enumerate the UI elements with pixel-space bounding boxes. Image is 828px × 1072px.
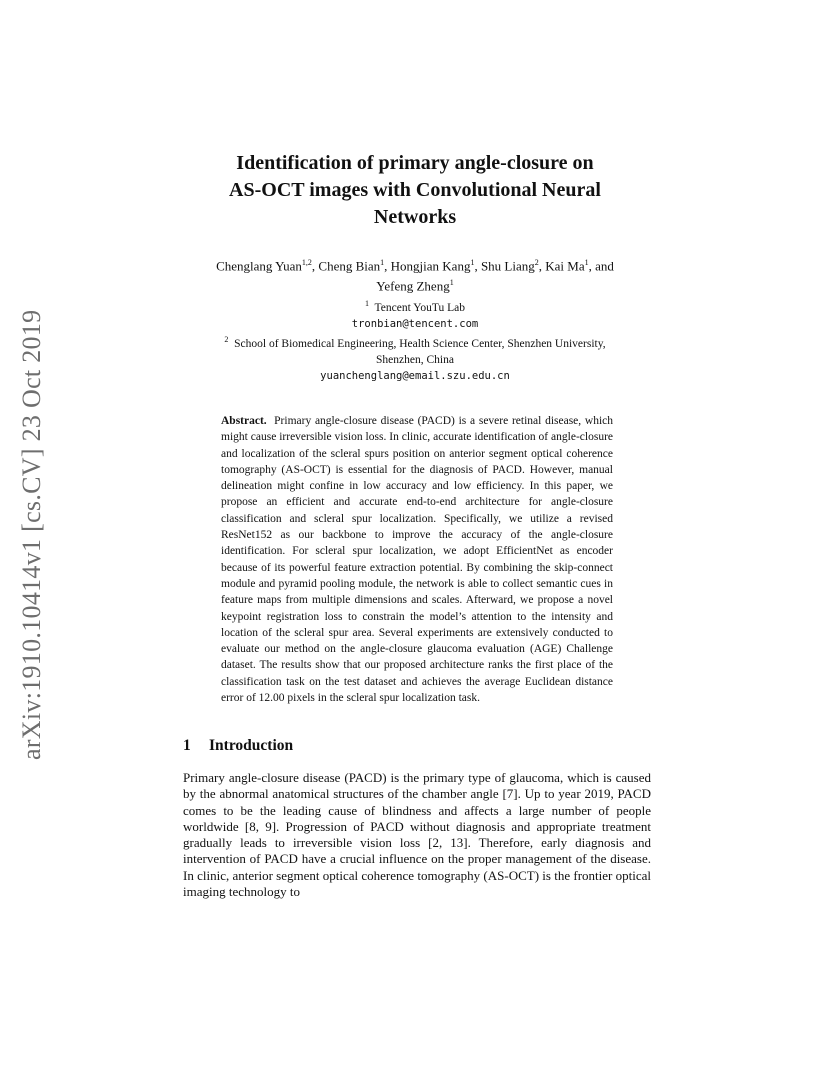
section-title: Introduction (209, 737, 294, 754)
affil-location: Shenzhen, China (376, 353, 454, 366)
abstract-label: Abstract. (221, 415, 267, 427)
arxiv-identifier: arXiv:1910.10414v1 [cs.CV] 23 Oct 2019 (17, 309, 46, 760)
abstract-text: Primary angle-closure disease (PACD) is a severe retinal disease, which might cause irreversible vision loss. In clinic, accurate identification of angle-closure and localization of the scleral spurs position on anterior segment optical coherence tomography (AS-OCT) is essential for the diagnosis of PACD. However, manual delineation might confine in low accuracy and low efficiency. In this paper, we propose an efficient and accurate end-to-end architecture for angle-closure classification and scleral spur localization. Specifically, we utilize a revised ResNet152 as our backbone to improve the accuracy of the angle-closure identification. For scleral spur localization, we adopt EfficientNet as encoder because of its powerful feature extraction potential. By combining the skip-connect module and pyramid pooling module, the network is able to collect semantic cues in feature maps from multiple dimensions and scales. Afterward, we propose a novel keypoint registration loss to constrain the model’s attention to the intensity and location of the scleral spur area. Several experiments are extensively conducted to evaluate our method on the angle-closure glaucoma evaluation (AGE) Challenge dataset. The results show that our proposed architecture ranks the first place of the classification task on the test dataset and achieves the average Euclidean distance error of 12.00 pixels in the scleral spur localization task. (221, 415, 613, 705)
affil-sup: 1 (364, 299, 369, 308)
author-name: Yefeng Zheng (376, 278, 450, 294)
author-affil-sup: 1,2 (301, 258, 312, 267)
author-sep: , and (588, 258, 614, 274)
affil-name: Tencent YouTu Lab (374, 301, 465, 314)
author-sep: , (311, 258, 319, 274)
author-list (160, 254, 670, 295)
author-affil-sup: 1 (470, 258, 475, 267)
author-affil-sup: 1 (449, 278, 454, 288)
title-line-1: Identification of primary angle-closure on (236, 152, 594, 174)
author-name: Cheng Bian (318, 258, 381, 274)
paper-title (150, 150, 680, 231)
author-name: Chenglang Yuan (216, 258, 302, 274)
abstract (221, 413, 613, 706)
author-affil-sup: 1 (584, 258, 589, 267)
affiliations (160, 296, 670, 384)
author-name: Kai Ma (545, 258, 585, 274)
title-line-3: Networks (373, 206, 457, 228)
author-sep: , (538, 258, 546, 274)
title-line-2: AS-OCT images with Convolutional Neural (229, 179, 601, 201)
affiliation-2 (160, 332, 670, 352)
section-number: 1 (183, 737, 191, 754)
affil-sup: 2 (224, 334, 229, 344)
affil-email-link[interactable]: yuanchenglang@email.szu.edu.cn (320, 369, 510, 382)
affiliation-1 (160, 296, 670, 316)
intro-paragraph: Primary angle-closure disease (PACD) is the primary type of glaucoma, which is caused by the abnormal anatomical structures of the chamber angle [7]. Up to year 2019, PACD comes to be the leading cause of blindness and affects a large number of people worldwide [8, 9]. Progression of PACD without diagnosis and appropriate treatment gradually leads to irreversible vision loss [2, 13]. Therefore, early diagnosis and intervention of PACD have a crucial influence on the proper management of the disease. In clinic, anterior segment optical coherence tomography (AS-OCT) is the frontier optical imaging technology to (183, 770, 651, 900)
author-affil-sup: 1 (380, 258, 385, 267)
section-heading (183, 737, 293, 755)
author-sep: , (384, 258, 391, 274)
author-affil-sup: 2 (534, 258, 539, 267)
author-sep: , (474, 258, 481, 274)
author-name: Hongjian Kang (390, 258, 471, 274)
affil-name: School of Biomedical Engineering, Health Science Center, Shenzhen University, (234, 337, 606, 350)
author-name: Shu Liang (480, 258, 535, 274)
affil-email-link[interactable]: tronbian@tencent.com (351, 317, 479, 330)
